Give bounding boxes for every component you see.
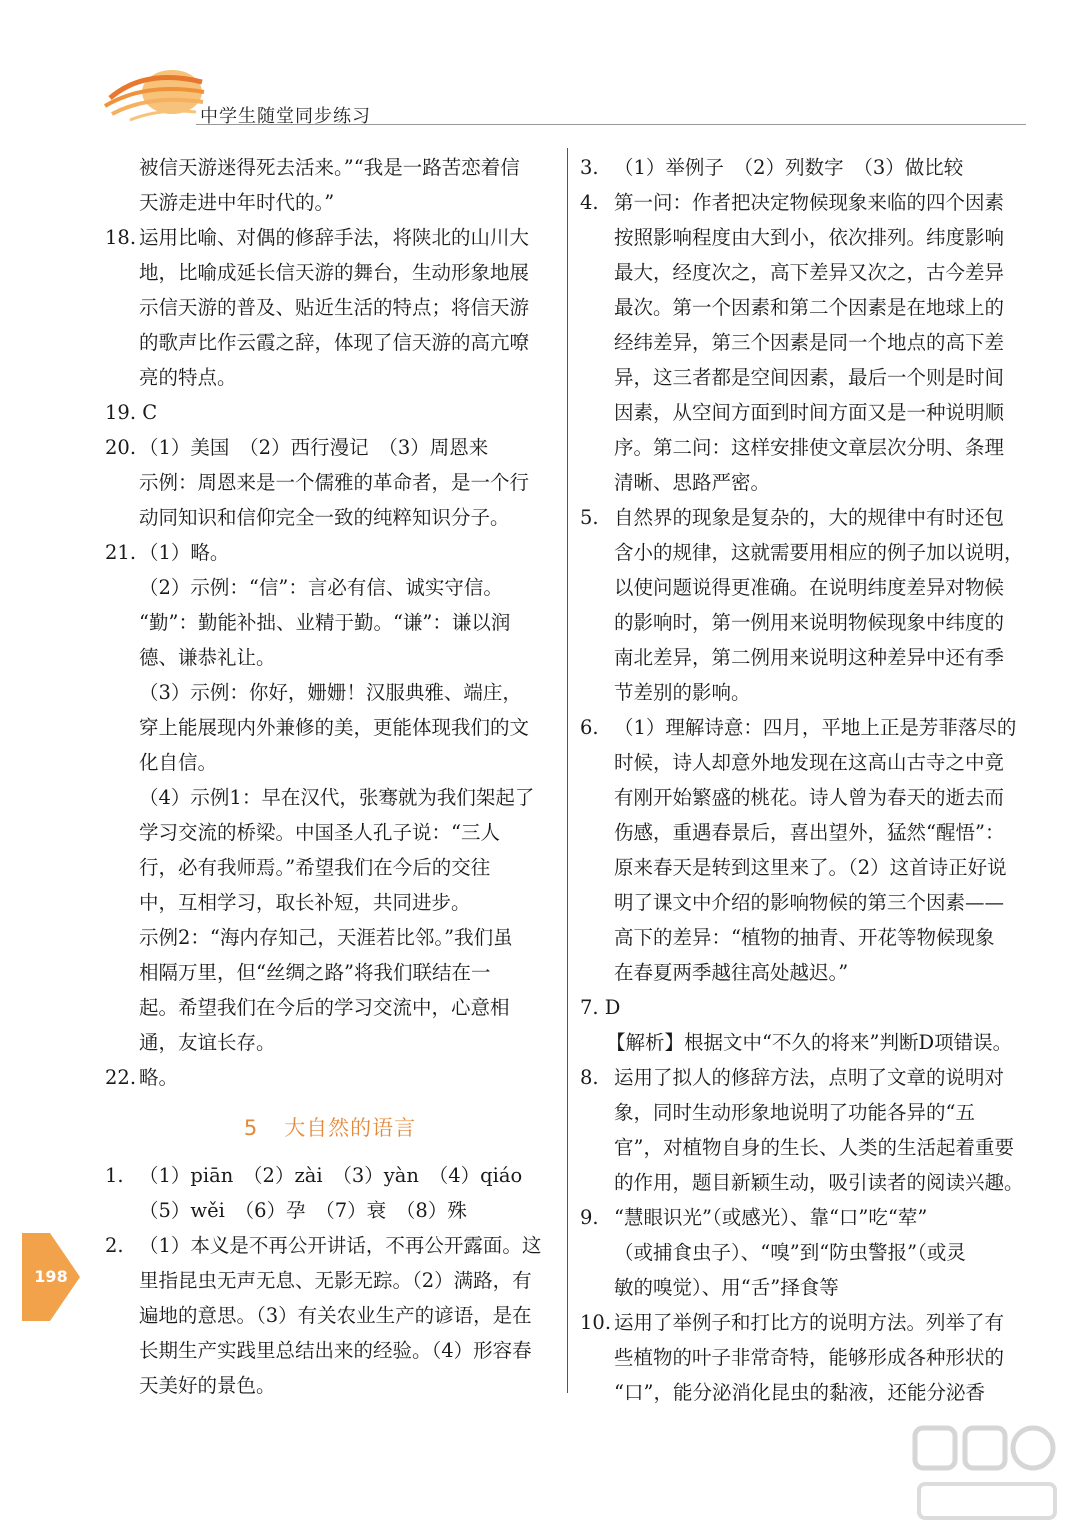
answer-line: 运用了拟人的修辞方法，点明了文章的说明对: [614, 1066, 1005, 1089]
header-title: 中学生随堂同步练习: [200, 106, 371, 127]
answer-line: （4）示例1：早在汉代，张骞就为我们架起了: [139, 786, 535, 809]
answer-s8: [580, 1060, 1035, 1200]
analysis-note: 【解析】根据文中“不久的将来”判断D项错误。: [606, 1031, 1013, 1054]
answer-20: [105, 430, 555, 535]
answer-s5: [580, 500, 1035, 710]
answer-line: （或捕食虫子）、“嗅”到“防虫警报”（或灵: [614, 1241, 966, 1264]
answer-line: 时候，诗人却意外地发现在这高山古寺之中竟: [614, 751, 1005, 774]
answer-line: 里指昆虫无声无息、无影无踪。（2）满路，有: [139, 1269, 532, 1292]
answer-line: 官”，对植物自身的生长、人类的生活起着重要: [614, 1136, 1014, 1159]
answer-line: （1）举例子 （2）列数字 （3）做比较: [614, 156, 964, 179]
section-title: [105, 1111, 555, 1146]
answer-line: （1）本义是不再公开讲话，不再公开露面。这: [139, 1234, 542, 1257]
answer-line: 起。希望我们在今后的学习交流中，心意相: [139, 996, 510, 1019]
answer-line: 明了课文中介绍的影响物候的第三个因素——: [614, 891, 1005, 914]
answer-line: 遍地的意思。（3）有关农业生产的谚语，是在: [139, 1304, 532, 1327]
answer-number: 10.: [580, 1311, 612, 1334]
answer-line: 动同知识和信仰完全一致的纯粹知识分子。: [139, 506, 510, 529]
page-number: 198: [34, 1267, 68, 1286]
answer-number: 22.: [105, 1066, 137, 1089]
answer-line: 节差别的影响。: [614, 681, 751, 704]
intro-line: 天游走进中年时代的。”: [139, 191, 335, 214]
answer-line: 化自信。: [139, 751, 218, 774]
answer-line: 最次。第一个因素和第二个因素是在地球上的: [614, 296, 1005, 319]
answer-number: 5.: [580, 506, 599, 529]
answer-line: （1）略。: [139, 541, 230, 564]
answer-number: 7. D: [580, 996, 621, 1019]
answer-line: 因素，从空间方面到时间方面又是一种说明顺: [614, 401, 1005, 424]
answer-line: （2）示例：“信”：言必有信、诚实守信。: [139, 576, 503, 599]
answer-number: 21.: [105, 541, 137, 564]
answer-number: 18.: [105, 226, 137, 249]
answer-22: [105, 1060, 555, 1095]
answer-line: “勤”：勤能补拙、业精于勤。“谦”：谦以润: [139, 611, 511, 634]
answer-line: 行，必有我师焉。”希望我们在今后的交往: [139, 856, 491, 879]
answer-line: （1）piān （2）zài （3）yàn （4）qiáo: [139, 1164, 523, 1187]
answer-number: 9.: [580, 1206, 599, 1229]
answer-line: 有刚开始繁盛的桃花。诗人曾为春天的逝去而: [614, 786, 1005, 809]
answer-line: 相隔万里，但“丝绸之路”将我们联结在一: [139, 961, 491, 984]
answer-line: 异，这三者都是空间因素，最后一个则是时间: [614, 366, 1005, 389]
answer-line: 示信天游的普及、贴近生活的特点；将信天游: [139, 296, 530, 319]
answer-21: [105, 535, 555, 1060]
answer-line: 些植物的叶子非常奇特，能够形成各种形状的: [614, 1346, 1005, 1369]
section-name: 大自然的语言: [284, 1116, 417, 1140]
answer-number: 20.: [105, 436, 137, 459]
answer-number: 6.: [580, 716, 599, 739]
left-column: [105, 150, 555, 1403]
answer-line: 含小的规律，这就需要用相应的例子加以说明，: [614, 541, 1024, 564]
answer-line: 伤感，重遇春景后，喜出望外，猛然“醒悟”：: [614, 821, 1005, 844]
answer-line: 自然界的现象是复杂的，大的规律中有时还包: [614, 506, 1005, 529]
answer-line: 最大，经度次之，高下差异又次之，古今差异: [614, 261, 1005, 284]
answer-line: “口”，能分泌消化昆虫的黏液，还能分泌香: [614, 1381, 985, 1404]
answer-line: 南北差异，第二例用来说明这种差异中还有季: [614, 646, 1005, 669]
answer-number: 3.: [580, 156, 599, 179]
answer-line: 天美好的景色。: [139, 1374, 276, 1397]
column-divider: [567, 148, 568, 1393]
answer-line: 示例2：“海内存知己，天涯若比邻。”我们虽: [139, 926, 513, 949]
answer-line: 以使问题说得更准确。在说明纬度差异对物候: [614, 576, 1005, 599]
answer-s4: [580, 185, 1035, 500]
answer-line: 序。第二问：这样安排使文章层次分明、条理: [614, 436, 1005, 459]
answer-line: （3）示例：你好，姗姗！汉服典雅、端庄，: [139, 681, 522, 704]
answer-number: 4.: [580, 191, 599, 214]
answer-line: 的作用，题目新颖生动，吸引读者的阅读兴趣。: [614, 1171, 1024, 1194]
answer-line: 通，友谊长存。: [139, 1031, 276, 1054]
answer-line: （5）wěi （6）孕 （7）衰 （8）殊: [139, 1199, 467, 1222]
answer-s9: [580, 1200, 1035, 1305]
watermark-stamp-icon: [905, 1418, 1065, 1528]
right-column: [580, 150, 1035, 1410]
section-number: 5: [243, 1116, 259, 1140]
answer-line: 第一问：作者把决定物候现象来临的四个因素: [614, 191, 1005, 214]
answer-line: 略。: [139, 1066, 179, 1089]
header-rule: [196, 124, 1026, 125]
answer-line: 经纬差异，第三个因素是同一个地点的高下差: [614, 331, 1005, 354]
answer-line: 运用了举例子和打比方的说明方法。列举了有: [614, 1311, 1005, 1334]
answer-s10: [580, 1305, 1035, 1410]
answer-number: 19. C: [105, 401, 158, 424]
answer-line: 德、谦恭礼让。: [139, 646, 276, 669]
answer-line: 运用比喻、对偶的修辞手法，将陕北的山川大: [139, 226, 530, 249]
answer-line: （1）美国 （2）西行漫记 （3）周恩来: [139, 436, 489, 459]
answer-line: （1）理解诗意：四月，平地上正是芳菲落尽的: [614, 716, 1017, 739]
answer-number: 2.: [105, 1234, 124, 1257]
logo-swoosh-icon: [100, 58, 210, 128]
answer-18: [105, 220, 555, 395]
answer-line: 学习交流的桥梁。中国圣人孔子说：“三人: [139, 821, 500, 844]
answer-line: 的歌声比作云霞之辞，体现了信天游的高亢嘹: [139, 331, 530, 354]
intro-line: 被信天游迷得死去活来。”“我是一路苦恋着信: [139, 156, 520, 179]
answer-line: “慧眼识光”（或感光）、靠“口”吃“荤”: [614, 1206, 928, 1229]
answer-line: 在春夏两季越往高处越迟。”: [614, 961, 849, 984]
answer-line: 示例：周恩来是一个儒雅的革命者，是一个行: [139, 471, 530, 494]
answer-line: 长期生产实践里总结出来的经验。（4）形容春: [139, 1339, 532, 1362]
answer-19: [105, 395, 555, 430]
answer-s1: [105, 1158, 555, 1228]
answer-s7: [580, 990, 1035, 1025]
answer-s2: [105, 1228, 555, 1403]
answer-line: 敏的嗅觉）、用“舌”择食等: [614, 1276, 839, 1299]
answer-line: 高下的差异：“植物的抽青、开花等物候现象: [614, 926, 995, 949]
answer-line: 按照影响程度由大到小，依次排列。纬度影响: [614, 226, 1005, 249]
answer-line: 象，同时生动形象地说明了功能各异的“五: [614, 1101, 975, 1124]
answer-line: 的影响时，第一例用来说明物候现象中纬度的: [614, 611, 1005, 634]
answer-number: 8.: [580, 1066, 599, 1089]
answer-line: 中，互相学习，取长补短，共同进步。: [139, 891, 471, 914]
answer-line: 亮的特点。: [139, 366, 237, 389]
answer-line: 穿上能展现内外兼修的美，更能体现我们的文: [139, 716, 530, 739]
answer-s6: [580, 710, 1035, 990]
answer-s3: [580, 150, 1035, 185]
answer-line: 地，比喻成延长信天游的舞台，生动形象地展: [139, 261, 530, 284]
answer-line: 清晰、思路严密。: [614, 471, 771, 494]
page-header: [0, 0, 1088, 140]
answer-line: 原来春天是转到这里来了。（2）这首诗正好说: [614, 856, 1007, 879]
answer-number: 1.: [105, 1164, 124, 1187]
